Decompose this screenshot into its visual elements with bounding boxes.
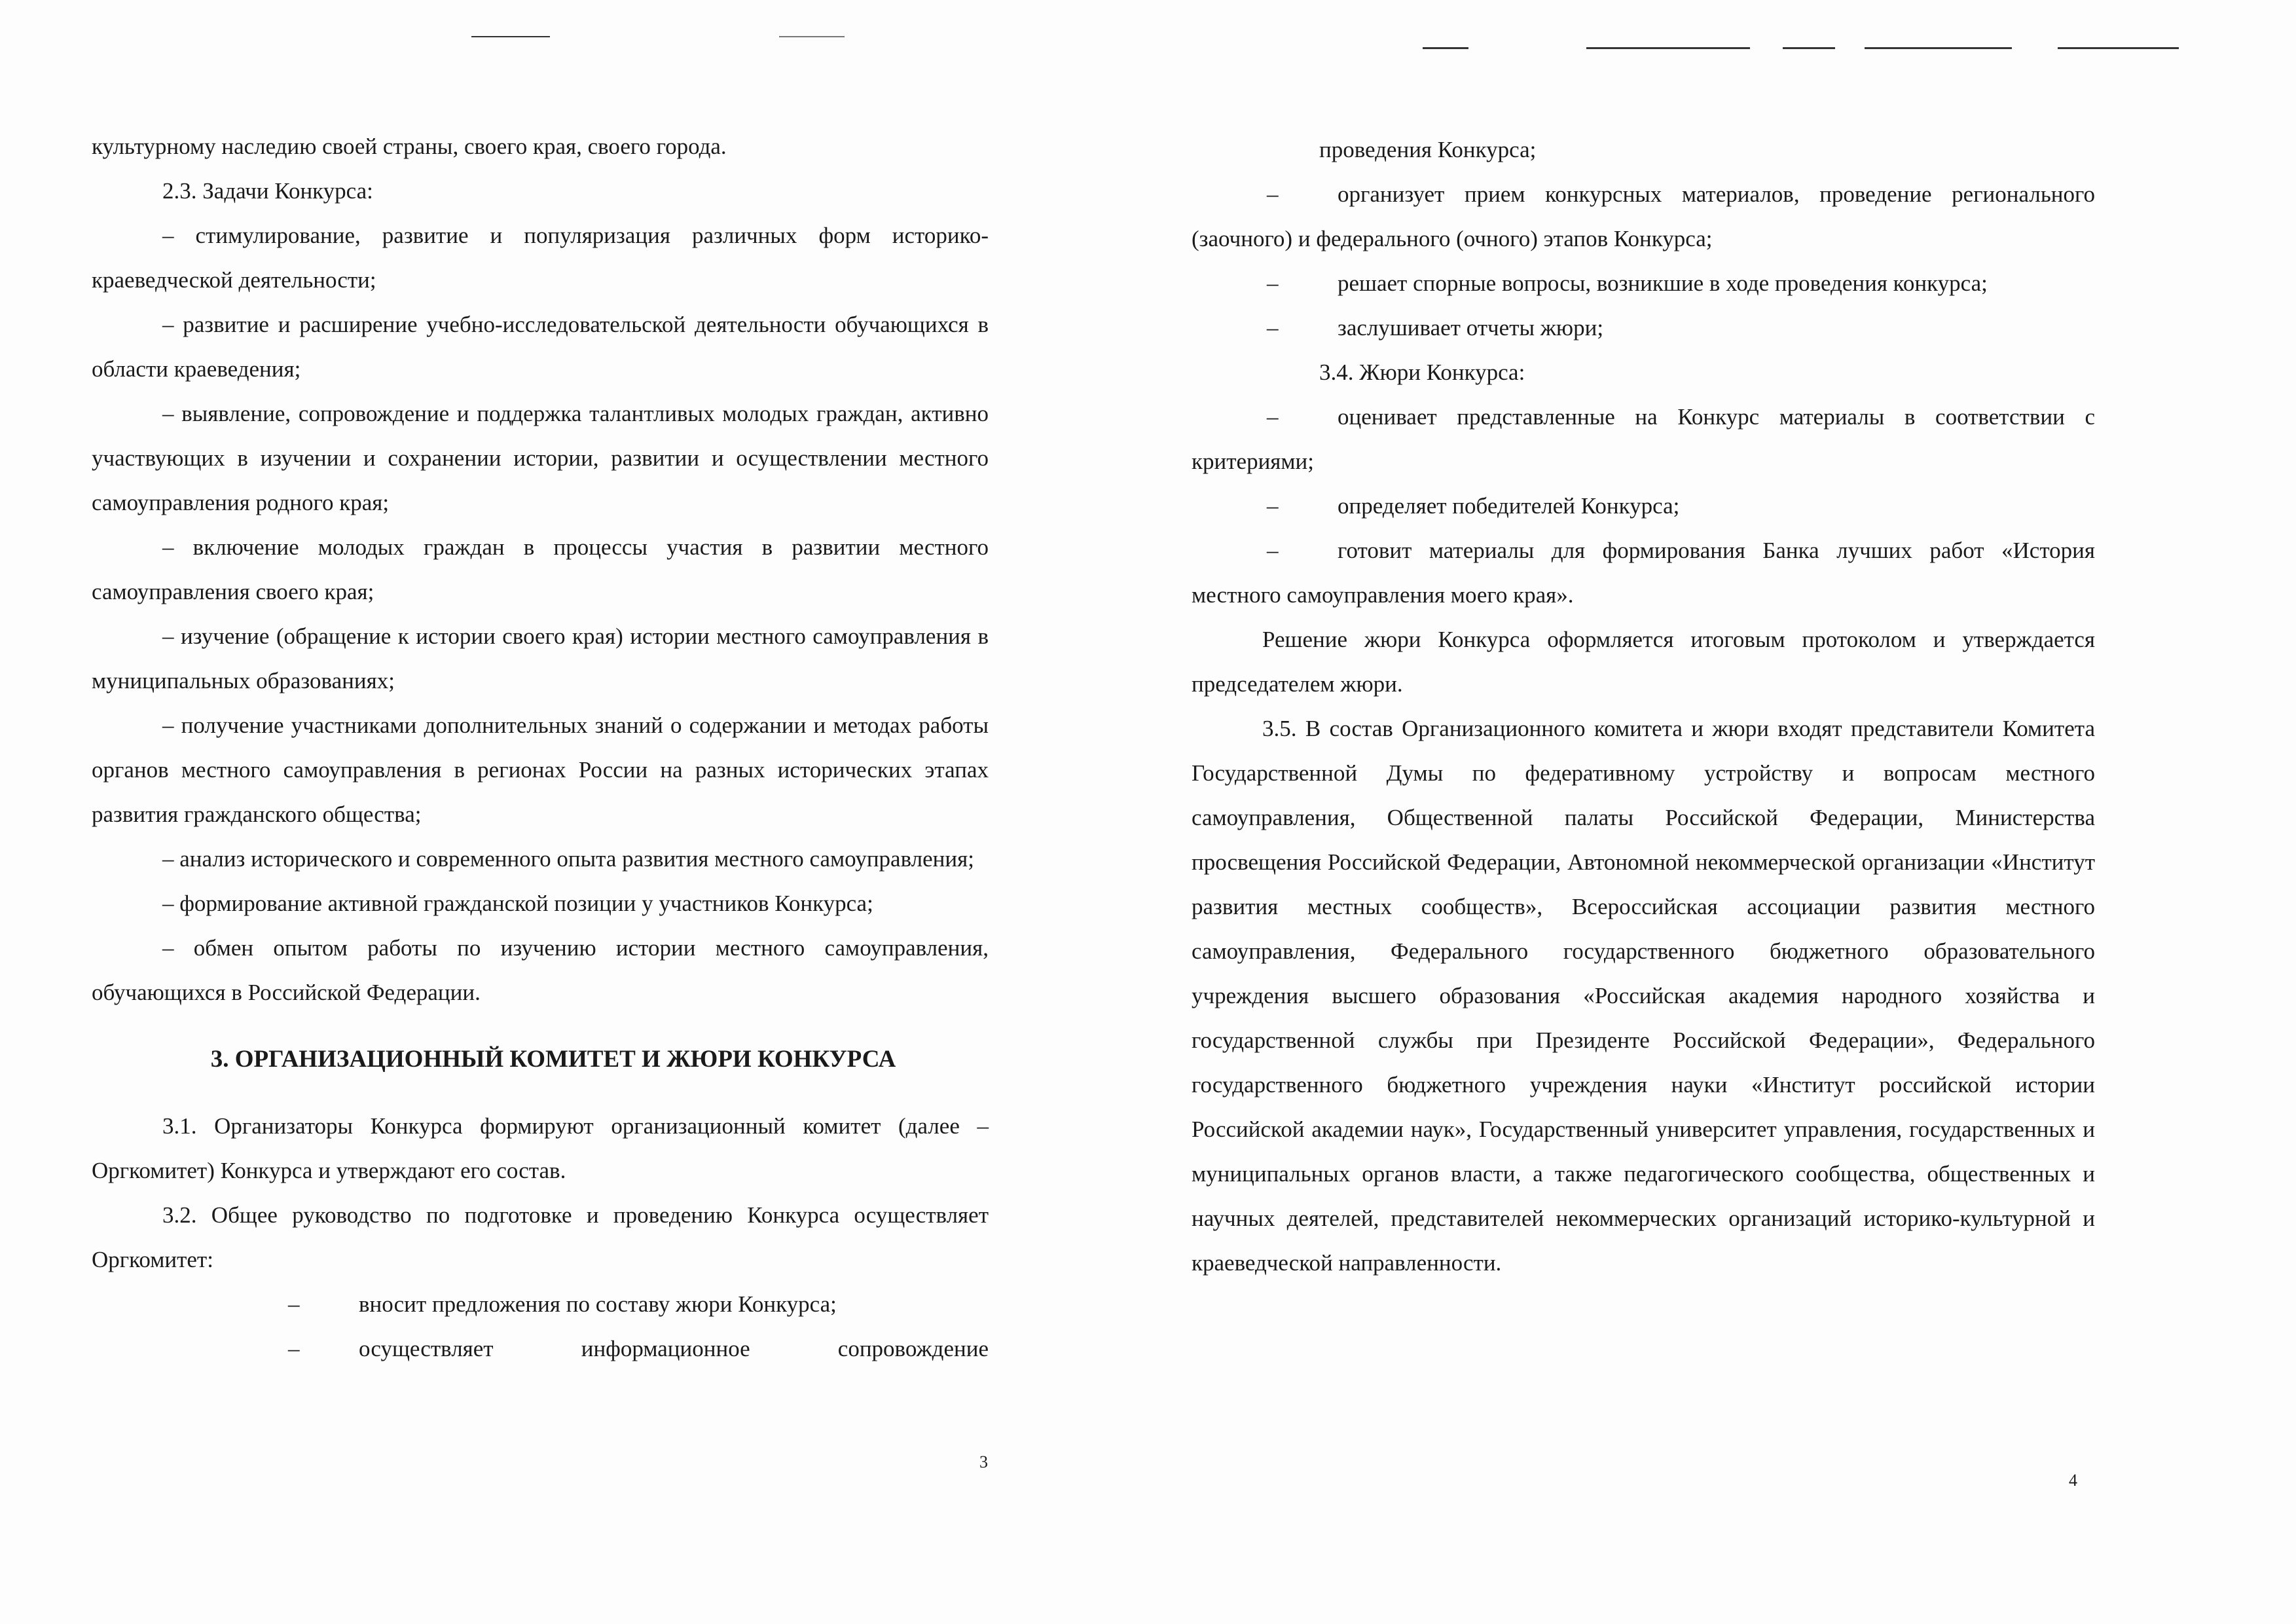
orgcom-item [92, 1327, 989, 1371]
section-2-3-heading: 2.3. Задачи Конкурса: [162, 178, 373, 204]
scan-artifact-mark [1865, 47, 2012, 49]
scan-artifact-mark [2058, 47, 2179, 49]
section-3-heading: 3. ОРГАНИЗАЦИОННЫЙ КОМИТЕТ И ЖЮРИ КОНКУРСА [210, 1046, 896, 1073]
task-item: – изучение (обращение к истории своего края) истории местного самоуправления в муниципальных образованиях; [92, 623, 989, 693]
paragraph-3-1: 3.1. Организаторы Конкурса формируют организационный комитет (далее – Оргкомитет) Конкурса и утверждают его состав. [92, 1113, 989, 1183]
jury-item-text: готовит материалы для формирования Банка лучших работ «История местного самоуправления моего края». [1192, 538, 2095, 608]
dash-marker: – [1267, 404, 1279, 430]
dash-marker: – [288, 1291, 300, 1317]
scan-artifact-mark [779, 36, 845, 37]
orgcom-item [1192, 261, 2095, 306]
task-item: – анализ исторического и современного опыта развития местного самоуправления; [162, 846, 974, 872]
left-page-text [92, 124, 989, 1371]
continuation-line: проведения Конкурса; [1319, 137, 1537, 162]
paragraph-3-2: 3.2. Общее руководство по подготовке и проведению Конкурса осуществляет Оргкомитет: [92, 1202, 989, 1272]
scan-artifact-mark [1423, 47, 1468, 49]
task-item: – выявление, сопровождение и поддержка талантливых молодых граждан, активно участвующих в изучении и сохранении истории, развитии и осуществлении местного самоуправления родного края; [92, 401, 989, 515]
jury-decision-paragraph: Решение жюри Конкурса оформляется итоговым протоколом и утверждается председателем жюри. [1192, 627, 2095, 697]
jury-item [1192, 395, 2095, 484]
jury-item-text: оценивает представленные на Конкурс материалы в соответствии с критериями; [1192, 404, 2095, 474]
dash-marker: – [288, 1336, 300, 1361]
orgcom-item [92, 1282, 989, 1327]
section-3-4-heading: 3.4. Жюри Конкурса: [1319, 360, 1525, 385]
right-page-text [1192, 128, 2095, 1285]
orgcom-item-text: решает спорные вопросы, возникшие в ходе проведения конкурса; [1338, 270, 1988, 296]
orgcom-item-text: осуществляет информационное сопровождение [359, 1336, 989, 1361]
dash-marker: – [1267, 493, 1279, 519]
task-item: – формирование активной гражданской позиции у участников Конкурса; [162, 891, 873, 916]
orgcom-item-text: организует прием конкурсных материалов, проведение регионального (заочного) и федерального (очного) этапов Конкурса; [1192, 181, 2095, 251]
orgcom-item-text: вносит предложения по составу жюри Конкурса; [359, 1291, 837, 1317]
dash-marker: – [1267, 538, 1279, 563]
scan-artifact-mark [1586, 47, 1750, 49]
scan-artifact-mark [471, 36, 550, 37]
page-number: 3 [979, 1452, 988, 1471]
dash-marker: – [1267, 181, 1279, 207]
page-number: 4 [2069, 1471, 2077, 1490]
task-item: – получение участниками дополнительных знаний о содержании и методах работы органов местного самоуправления в регионах России на разных исторических этапах развития гражданского общества; [92, 712, 989, 827]
task-item: – обмен опытом работы по изучению истории местного самоуправления, обучающихся в Российской Федерации. [92, 935, 989, 1005]
text-line: культурному наследию своей страны, своего края, своего города. [92, 134, 727, 159]
paragraph-3-5: 3.5. В состав Организационного комитета и жюри входят представители Комитета Государственной Думы по федеративному устройству и вопросам местного самоуправления, Общественной палаты Российской Федерации, Министерства просвещения Российской Федерации, Автономной некоммерческой организации «Институт развития местных сообществ», Всероссийская ассоциации развития местного самоуправления, Федерального государственного бюджетного образовательного учреждения высшего образования «Российская академия народного хозяйства и государственной службы при Президенте Российской Федерации», Федерального государственного бюджетного учреждения науки «Институт российской истории Российской академии наук», Государственный университет управления, государственных и муниципальных органов власти, а также педагогического сообщества, общественных и научных деятелей, представителей некоммерческих организаций историко-культурной и краеведческой направленности. [1192, 716, 2095, 1276]
dash-marker: – [1267, 270, 1279, 296]
scan-artifact-mark [1783, 47, 1835, 49]
orgcom-item [1192, 306, 2095, 350]
orgcom-item-text: заслушивает отчеты жюри; [1338, 315, 1604, 341]
dash-marker: – [1267, 315, 1279, 341]
jury-item [1192, 484, 2095, 528]
task-item: – включение молодых граждан в процессы участия в развитии местного самоуправления своего края; [92, 534, 989, 604]
task-item: – стимулирование, развитие и популяризация различных форм историко-краеведческой деятельности; [92, 223, 989, 293]
jury-item-text: определяет победителей Конкурса; [1338, 493, 1680, 519]
task-item: – развитие и расширение учебно-исследовательской деятельности обучающихся в области краеведения; [92, 312, 989, 382]
orgcom-item [1192, 172, 2095, 261]
jury-item [1192, 528, 2095, 618]
